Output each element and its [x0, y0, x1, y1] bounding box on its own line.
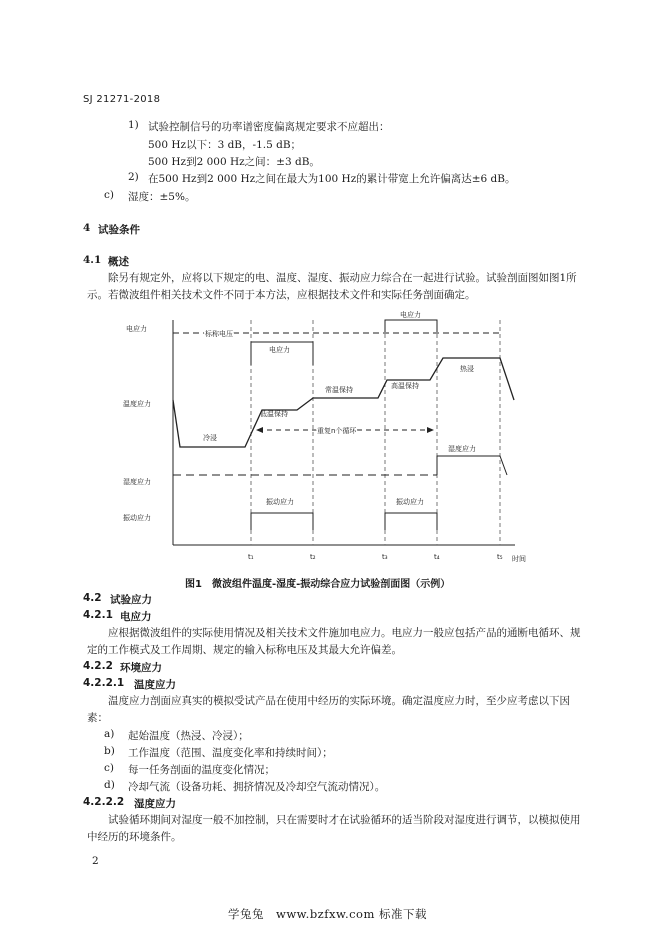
paragraph-text: 温度应力剖面应真实的模拟受试产品在使用中经历的实际环境。确定温度应力时，至少应考虑以下因素： — [87, 695, 570, 724]
section-number: 4.2 — [83, 592, 102, 604]
footer-watermark[interactable]: 学兔兔 www.bzfxw.com 标准下载 — [228, 907, 428, 921]
list-number: a) — [104, 728, 115, 740]
cold-soak-label: 冷浸 — [203, 434, 217, 442]
repeat-arrow-left-head — [256, 427, 263, 433]
list-item-text: 工作温度（范围、温度变化率和持续时间）； — [128, 747, 333, 759]
repeat-arrow-right-head — [427, 427, 434, 433]
section-title: 概述 — [108, 256, 129, 268]
electric-box-1-label: 电应力 — [269, 346, 290, 354]
list-item-text: 500 Hz到2 000 Hz之间：±3 dB。 — [148, 156, 320, 168]
list-item-text: 500 Hz以下：3 dB，-1.5 dB； — [148, 139, 302, 151]
vibration-box-2-label: 振动应力 — [396, 498, 424, 506]
electric-stress-box-2 — [385, 320, 437, 332]
y-label-vibration: 振动应力 — [123, 514, 151, 522]
rated-voltage-label: 标称电压 — [205, 330, 233, 338]
section-number: 4.2.2.1 — [83, 677, 125, 689]
low-temp-hold-label: 低温保持 — [260, 410, 288, 418]
list-number: c) — [104, 762, 114, 774]
figure-caption: 图1 微波组件温度-湿度-振动综合应力试验剖面图（示例） — [185, 579, 451, 590]
y-label-electric: 电应力 — [126, 325, 147, 333]
list-item-text: 冷却气流（设备功耗、拥挤情况及冷却空气流动情况）。 — [128, 781, 386, 793]
vibration-box-1-label: 振动应力 — [266, 498, 294, 506]
standard-code: SJ 21271-2018 — [83, 94, 161, 105]
list-item-text: 在500 Hz到2 000 Hz之间在最大为100 Hz的累计带宽上允许偏离达±6 dB。 — [148, 173, 516, 185]
list-number: 2) — [128, 171, 139, 183]
t3-label: t₃ — [382, 553, 388, 561]
y-label-humidity: 湿度应力 — [123, 478, 151, 486]
list-number: d) — [104, 779, 115, 791]
section-title: 湿度应力 — [134, 798, 176, 810]
section-title: 温度应力 — [134, 679, 176, 691]
vibration-stress-box-2 — [385, 513, 437, 530]
list-item-text: 每一任务剖面的温度变化情况； — [128, 764, 275, 776]
t5-label: t₅ — [497, 553, 503, 561]
t2-label: t₂ — [310, 553, 316, 561]
repeat-label: 重复n个循环 — [317, 427, 357, 435]
list-number: b) — [104, 745, 115, 757]
list-item-text: 湿度：±5%。 — [128, 191, 196, 203]
section-title: 环境应力 — [120, 662, 162, 674]
paragraph-text: 除另有规定外，应将以下规定的电、温度、湿度、振动应力综合在一起进行试验。试验剖面图如图1所示。若微波组件相关技术文件不同于本方法，应根据技术文件和实际任务剖面确定。 — [87, 272, 577, 301]
t4-label: t₄ — [434, 553, 440, 561]
list-number: c) — [104, 189, 114, 201]
humidity-box-label: 湿度应力 — [448, 445, 476, 453]
vibration-stress-box-1 — [251, 513, 313, 530]
section-title: 电应力 — [120, 611, 152, 623]
list-item-text: 试验控制信号的功率谱密度偏离规定要求不应超出： — [148, 121, 390, 133]
section-number: 4.2.2 — [83, 660, 113, 672]
x-axis-label: 时间 — [512, 555, 526, 563]
paragraph — [87, 625, 587, 659]
page-number: 2 — [92, 855, 99, 867]
hot-soak-label: 热浸 — [460, 365, 474, 373]
t1-label: t₁ — [248, 553, 254, 561]
paragraph — [87, 812, 587, 846]
section-number: 4.2.1 — [83, 609, 113, 621]
section-number: 4 — [83, 222, 91, 234]
y-label-temperature: 温度应力 — [123, 400, 151, 408]
section-number: 4.2.2.2 — [83, 796, 125, 808]
paragraph-text: 试验循环期间对湿度一般不加控制，只在需要时才在试验循环的适当阶段对湿度进行调节，以模拟使用中经历的环境条件。 — [87, 814, 581, 843]
room-temp-hold-label: 常温保持 — [325, 386, 353, 394]
list-item-text: 起始温度（热浸、冷浸）； — [128, 730, 249, 742]
section-title: 试验应力 — [110, 594, 152, 606]
humidity-stress-step — [437, 456, 507, 475]
section-number: 4.1 — [83, 254, 102, 266]
list-number: 1) — [128, 119, 139, 131]
paragraph — [87, 693, 587, 727]
paragraph-text: 应根据微波组件的实际使用情况及相关技术文件施加电应力。电应力一般应包括产品的通断电循环、规定的工作模式及工作周期、规定的输入标称电压及其最大允许偏差。 — [87, 627, 581, 656]
electric-box-2-label: 电应力 — [400, 311, 421, 319]
high-temp-hold-label: 高温保持 — [391, 382, 419, 390]
section-title: 试验条件 — [98, 224, 140, 236]
